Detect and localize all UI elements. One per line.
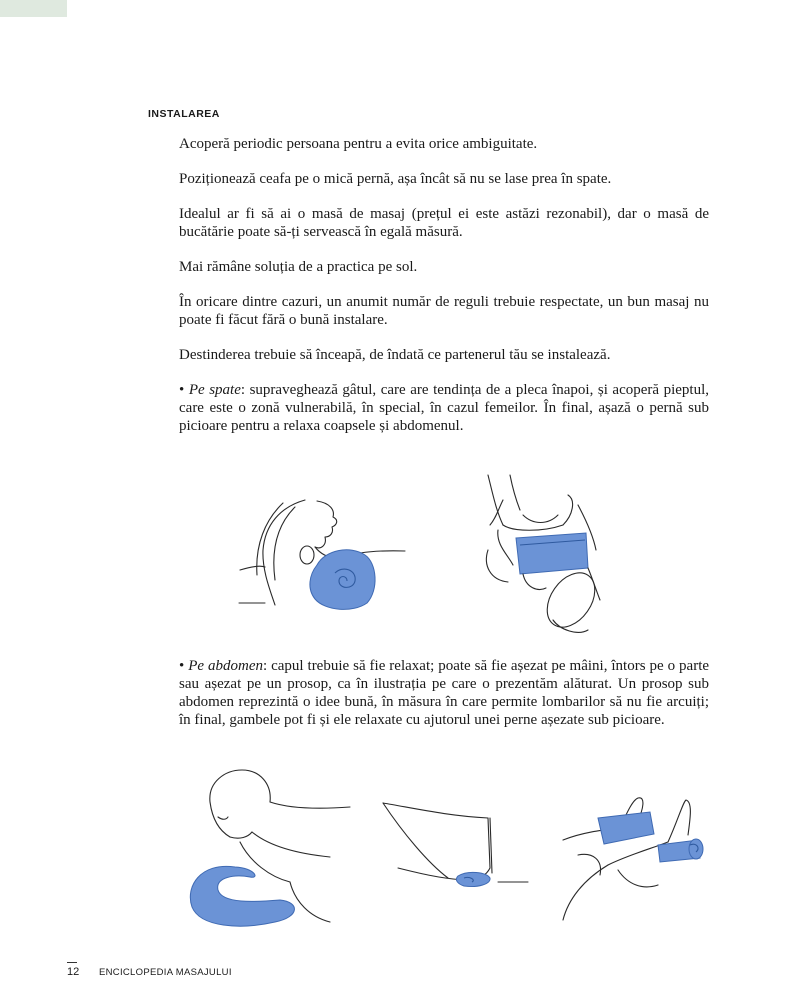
- bullet: •: [179, 658, 185, 674]
- page-number: 12: [67, 966, 80, 978]
- page-corner-tab: [0, 0, 67, 17]
- illustration-abdomen-towel: [378, 798, 533, 898]
- paragraph-stomach-text: : capul trebuie să fie relaxat; poate să fie așezat pe mâini, întors pe o parte sau așezat pe un prosop, ca în ilustrația pe care o prezentăm alăturat. Un prosop sub abdomen reprezintă o idee bună, în măsura în care permite lombarilor să nu fie arcuiți; în final, gambele pot fi și ele relaxate cu ajutorul unei perne așezate sub picioare.: [179, 658, 710, 728]
- paragraph-6: Destinderea trebuie să înceapă, de îndată ce partenerul tău se instalează.: [179, 347, 611, 363]
- term-stomach: Pe abdomen: [188, 658, 263, 674]
- body-text: [179, 135, 709, 435]
- footer-rule: [67, 962, 77, 963]
- section-title: INSTALAREA: [148, 108, 220, 120]
- body-text-2: [179, 657, 709, 729]
- bullet: •: [179, 382, 185, 398]
- paragraph-back-position: [179, 381, 709, 435]
- paragraph-3: Idealul ar fi să ai o masă de masaj (prețul ei este astăzi rezonabil), dar o masă de bucătărie poate să-ți servească în egală măsură.: [179, 206, 709, 240]
- paragraph-4: Mai rămâne soluția de a practica pe sol.: [179, 259, 418, 275]
- paragraph-5: În oricare dintre cazuri, un anumit număr de reguli trebuie respectate, un bun masaj nu poate fi făcut fără o bună instalare.: [179, 294, 709, 328]
- paragraph-1: Acoperă periodic persoana pentru a evita orice ambiguitate.: [179, 136, 538, 152]
- illustration-thigh-pillow: [468, 470, 618, 640]
- illustration-ankle-roll: [558, 790, 708, 930]
- term-back: Pe spate: [188, 382, 241, 398]
- paragraph-stomach-position: [179, 657, 709, 729]
- paragraph-2: Poziționează ceafa pe o mică pernă, așa încât să nu se lase prea în spate.: [179, 171, 612, 187]
- paragraph-back-text: : supraveghează gâtul, care are tendința de a pleca înapoi, și acoperă pieptul, care este o zonă vulnerabilă, în special, în cazul femeilor. În final, așază o pernă sub picioare pentru a relaxa coapsele și abdomenul.: [179, 382, 710, 434]
- illustration-face-pillow: [180, 762, 355, 932]
- illustration-neck-pillow: [235, 495, 410, 620]
- footer-book-title: ENCICLOPEDIA MASAJULUI: [99, 967, 232, 978]
